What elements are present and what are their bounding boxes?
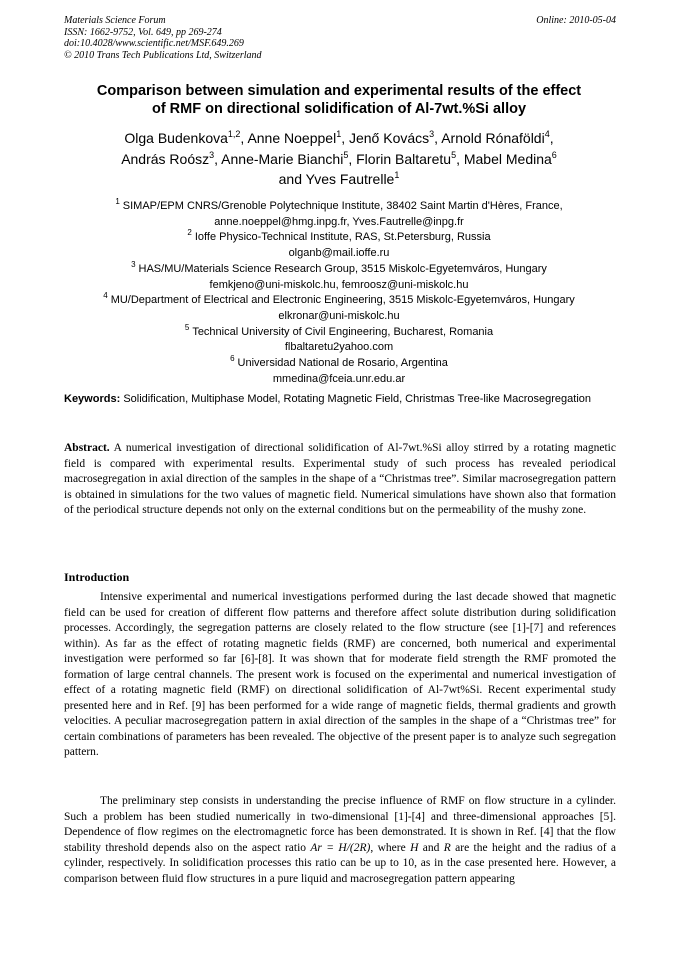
author-list [58,128,620,190]
journal-name: Materials Science Forum [64,15,166,26]
affiliation-number: 6 [230,354,235,364]
author-affil-ref: 4 [544,129,550,139]
affiliation-1 [58,199,620,215]
affiliation-text: MU/Department of Electrical and Electronic Engineering, 3515 Miskolc-Egyetemváros, Hungary [110,294,575,307]
author-affil-ref: 6 [551,149,557,160]
math-symbol-h: H [410,841,419,854]
affiliation-1-email: anne.noeppel@hmg.inpg.fr, Yves.Fautrelle@inpg.fr [214,215,464,228]
abstract-label: Abstract. [64,442,110,454]
affiliation-text: Universidad National de Rosario, Argentina [237,357,448,370]
affiliation-number: 2 [187,228,192,238]
author-name: Anne Noeppel [247,130,337,146]
author-name: Florin Baltaretu [356,150,452,167]
affiliation-4 [58,293,620,309]
doi-line: doi:10.4028/www.scientific.net/MSF.649.269 [64,38,244,50]
paper-title [58,82,620,118]
author-affil-ref: 5 [451,149,457,160]
affiliation-5-email: flbaltaretu2yahoo.com [284,341,394,354]
copyright-line: © 2010 Trans Tech Publications Ltd, Switzerland [64,49,262,61]
paragraph-text: , where [370,841,406,854]
keywords-text: Solidification, Multiphase Model, Rotating Magnetic Field, Christmas Tree-like Macrosegregation [123,393,592,405]
intro-paragraph-1: Intensive experimental and numerical investigations performed during the last decade showed that magnetic field can be used for creation of different flow patterns and therefore affect solute distribution during solidification processes. Accordingly, the segregation patterns are closely related to the flow structure (see [1]-[7] and references within). As far as the effect of rotating magnetic fields (RMF) are concerned, both numerical and experimental investigation were performed so far [6]-[8]. It was shown that for moderate field strength the RMF promoted the formation of large central channels. The present work is focused on the experimental and numerical investigation of effect of a rotating magnetic field (RMF) on directional solidification of Al-7wt%Si. Recent experimental study presented here and in Ref. [9] has been performed for a wide range of magnetic fields, thermal gradients and growth velocities. A peculiar macrosegregation pattern in axial direction of the samples in the shape of a “Christmas tree” for certain combinations of parameters has been revealed. The objective of the present paper is to analyze such segregation pattern. [64,591,616,758]
abstract-text: A numerical investigation of directional solidification of Al-7wt.%Si alloy stirred by a rotating magnetic field is compared with experimental results. Experimental study of such process has revealed periodical macrosegregation in axial direction of the samples in the shape of a “Christmas tree”. Similar macrosegregation pattern is obtained in simulations for the two values of magnetic field. Numerical simulations have shown also that formation of the periodical structure depends not only on the external conditions but on the permeability of the mushy zone. [64,442,616,516]
abstract-block [64,441,616,519]
affiliation-2-email: olganb@mail.ioffe.ru [288,247,390,260]
title-line-2: of RMF on directional solidification of Al-7wt.%Si alloy [151,101,527,117]
section-heading: Introduction [64,570,130,584]
affiliation-2 [58,230,620,246]
aspect-ratio-formula: Ar = H/(2R) [310,841,371,854]
author-affil-ref: 3 [429,129,435,139]
publication-header [64,15,616,61]
affiliation-6-email: mmedina@fceia.unr.edu.ar [272,372,406,385]
authors-line-2: András Roósz$^3$, Anne-Marie Bianchi$^5$, Florin Baltaretu$^5$, Mabel Medina$^6$ [121,149,557,167]
paragraph-text: and [422,841,440,854]
author-name: Anne-Marie Bianchi [221,150,344,167]
affiliation-5 [58,322,620,341]
affiliation-6 [58,356,620,372]
issn-line: ISSN: 1662-9752, Vol. 649, pp 269-274 [64,26,222,38]
authors-line-1: Olga Budenkova$^{1,2}$, Anne Noeppel$^1$, Jenő Kovács$^3$, Arnold Rónaföldi$^4$, [124,129,554,146]
affiliation-number: 4 [103,291,108,301]
affiliation-number: 1 [115,197,120,206]
intro-paragraph-2 [64,794,616,887]
affiliation-4-email: elkronar@uni-miskolc.hu [278,309,400,322]
author-name: Arnold Rónaföldi [441,130,545,146]
author-affil-ref: 3 [209,149,215,160]
paragraph-text: are the height and the radius of a cylinder, respectively. In solidification processes this ratio can be up to 10, as in the case presented here. However, a comparison between fluid flow structures in a pure liquid and macrosegregation pattern appearing [64,841,617,885]
affiliation-text: Ioffe Physico-Technical Institute, RAS, St.Petersburg, Russia [194,231,491,244]
author-affil-ref: 1 [336,129,342,139]
author-name: Mabel Medina [463,150,552,167]
affiliation-number: 5 [184,322,190,332]
affiliation-list [58,199,620,387]
author-affil-ref: 5 [343,149,349,160]
author-name: András Roósz [121,150,210,167]
author-name: Yves Fautrelle [305,171,395,187]
author-name: Jenő Kovács [348,130,430,146]
affiliation-text: Technical University of Civil Engineering, Bucharest, Romania [192,325,494,338]
author-name: Olga Budenkova [124,130,228,146]
authors-line-3: and Yves Fautrelle$^1$ [278,170,400,187]
affiliation-text: HAS/MU/Materials Science Research Group, 3515 Miskolc-Egyetemváros, Hungary [138,262,547,275]
paragraph-text: The preliminary step consists in understanding the precise influence of RMF on flow structure in a cylinder. Such a problem has been studied numerically in two-dimensional [1]-[4] and three-dimensional approaches [5]. Dependence of flow regimes on the electromagnetic force has been demonstrated. It is shown in Ref. [4] that the flow stability threshold depends also on the aspect ratio [64,795,616,854]
math-symbol-r: R [443,841,451,854]
keywords-label: Keywords: [64,393,121,405]
affiliation-text: SIMAP/EPM CNRS/Grenoble Polytechnique Institute, 38402 Saint Martin d'Hères, France, [122,200,563,212]
author-affil-ref: 1 [394,170,400,180]
affiliation-3-email: femkjeno@uni-miskolc.hu, femroosz@uni-miskolc.hu [209,278,469,291]
author-affil-ref: 1,2 [227,129,241,139]
keywords-block [64,393,616,407]
affiliation-3 [58,259,620,278]
title-line-1: Comparison between simulation and experimental results of the effect [96,83,582,99]
online-date: Online: 2010-05-04 [536,15,616,26]
affiliation-number: 3 [131,259,136,269]
